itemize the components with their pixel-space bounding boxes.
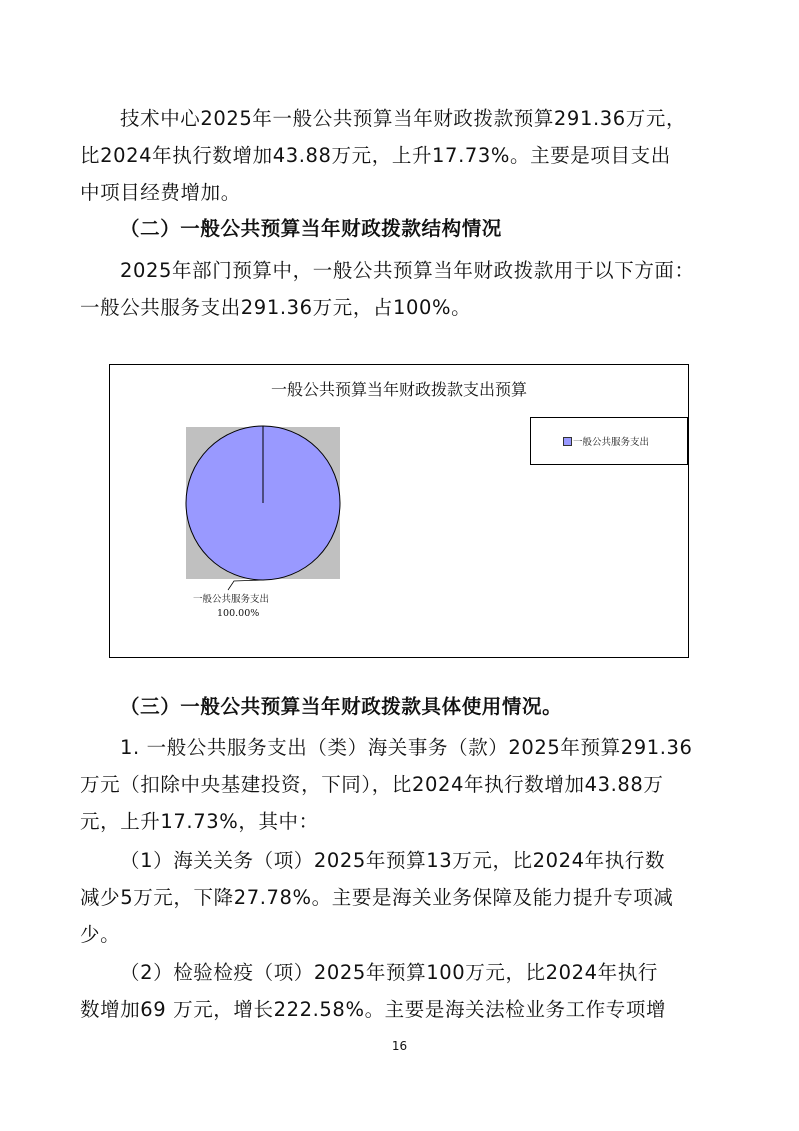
legend-swatch	[563, 437, 572, 446]
section-heading: （二）一般公共预算当年财政拨款结构情况	[120, 217, 502, 240]
paragraph-line: 万元（扣除中央基建投资，下同），比2024年执行数增加43.88万	[80, 773, 664, 796]
slice-label-value: 100.00%	[217, 608, 260, 619]
chart-legend	[530, 417, 688, 465]
chart-title: 一般公共预算当年财政拨款支出预算	[270, 380, 527, 399]
paragraph-line: （1）海关关务（项）2025年预算13万元，比2024年执行数	[120, 849, 666, 872]
legend-label: 一般公共服务支出	[573, 437, 650, 448]
paragraph-line: 减少5万元，下降27.78%。主要是海关业务保障及能力提升专项减	[80, 886, 674, 909]
slice-label	[193, 593, 269, 621]
paragraph-line: 一般公共服务支出291.36万元，占100%。	[80, 296, 472, 319]
paragraph-line: 少。	[80, 923, 121, 946]
paragraph-line: 技术中心2025年一般公共预算当年财政拨款预算291.36万元，	[120, 107, 687, 130]
slice-leader-line	[228, 580, 263, 590]
paragraph-line: 2025年部门预算中，一般公共预算当年财政拨款用于以下方面：	[120, 259, 695, 282]
pie-chart	[109, 364, 689, 658]
paragraph-line: （2）检验检疫（项）2025年预算100万元，比2024年执行	[120, 961, 658, 984]
paragraph-line: 元，上升17.73%，其中：	[80, 810, 319, 833]
paragraph-line: 中项目经费增加。	[80, 181, 241, 204]
paragraph-line: 数增加69 万元，增长222.58%。主要是海关法检业务工作专项增	[80, 998, 667, 1021]
slice-label-name: 一般公共服务支出	[193, 594, 270, 605]
section-heading: （三）一般公共预算当年财政拨款具体使用情况。	[120, 695, 563, 718]
page-number: 16	[391, 1039, 408, 1053]
paragraph-line: 1. 一般公共服务支出（类）海关事务（款）2025年预算291.36	[120, 736, 693, 759]
paragraph-line: 比2024年执行数增加43.88万元，上升17.73%。主要是项目支出	[80, 144, 671, 167]
